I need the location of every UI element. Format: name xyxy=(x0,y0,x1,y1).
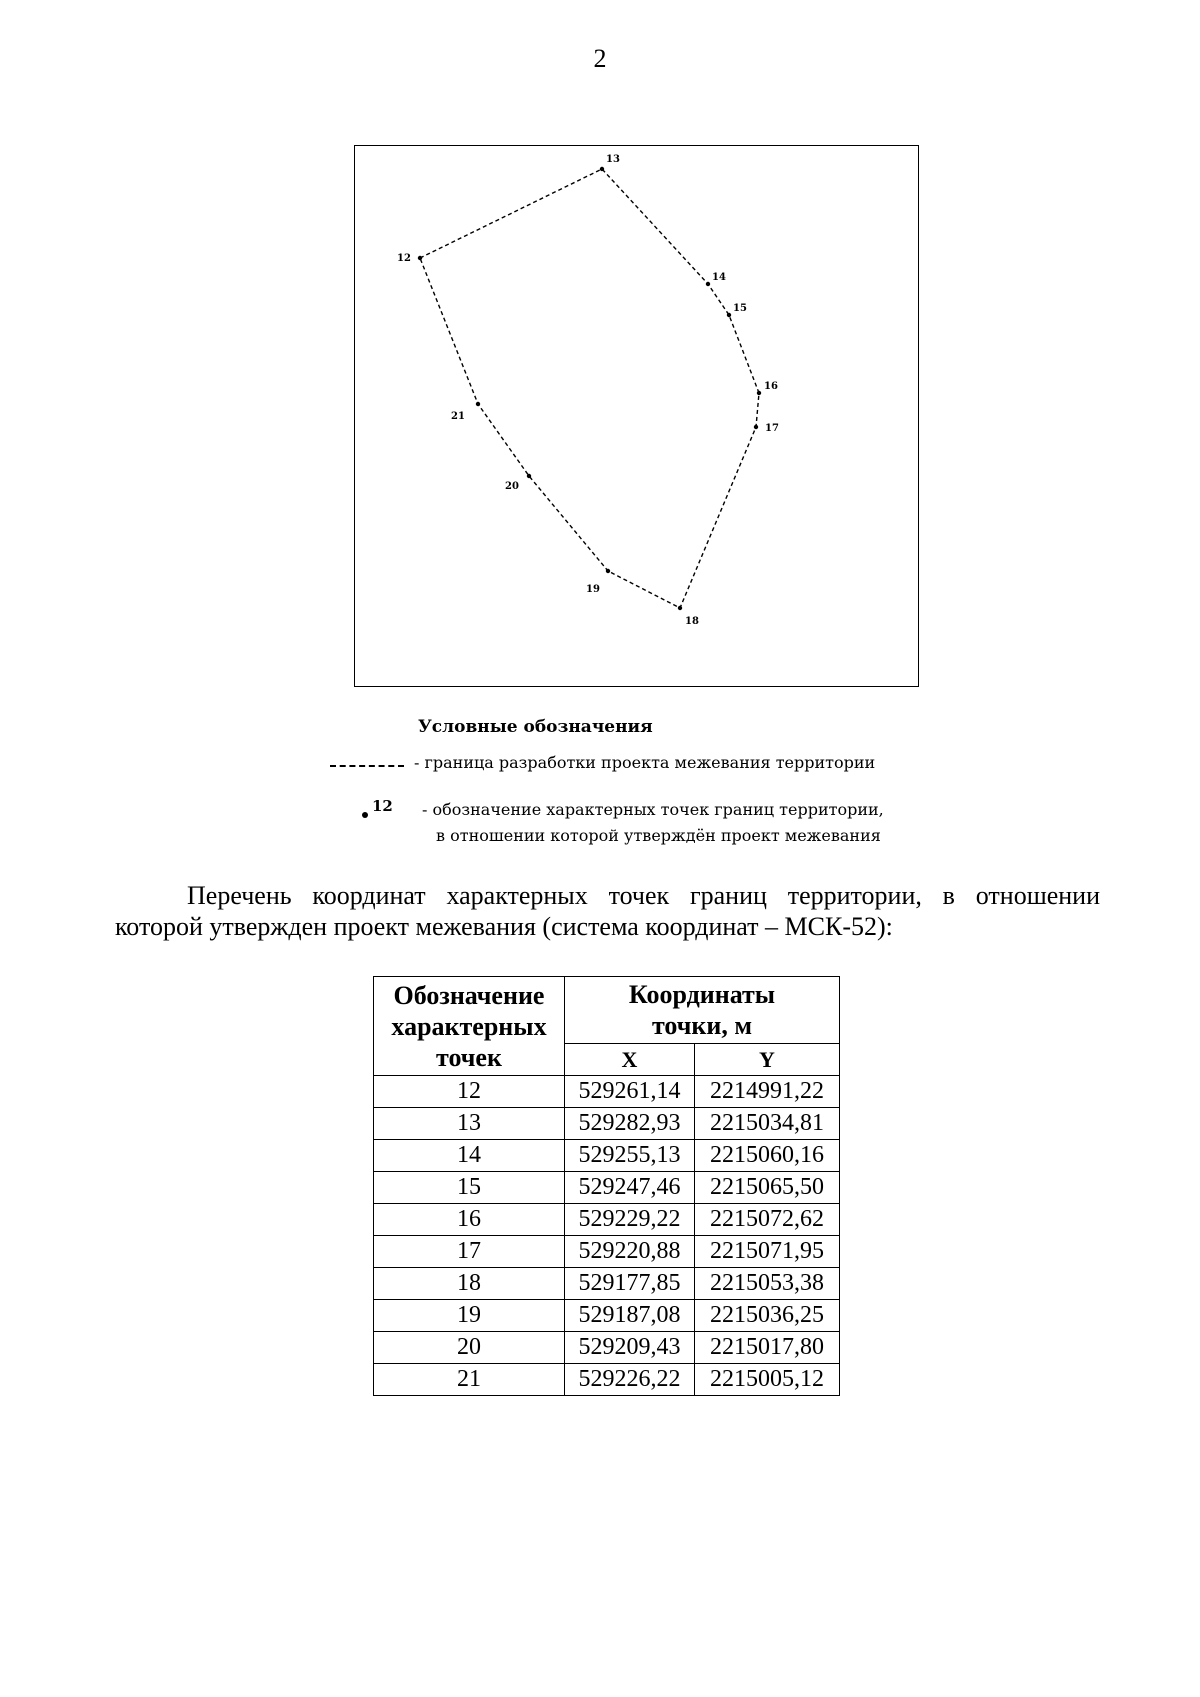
boundary-point-18 xyxy=(678,606,682,610)
cell-y: 2215053,38 xyxy=(695,1268,840,1300)
header-x: X xyxy=(565,1044,695,1076)
cell-point: 13 xyxy=(374,1108,565,1140)
cell-point: 17 xyxy=(374,1236,565,1268)
cell-x: 529187,08 xyxy=(565,1300,695,1332)
cell-x: 529220,88 xyxy=(565,1236,695,1268)
cell-y: 2215034,81 xyxy=(695,1108,840,1140)
table-row xyxy=(374,1140,840,1172)
cell-y: 2215060,16 xyxy=(695,1140,840,1172)
coordinates-intro-paragraph xyxy=(115,880,1100,942)
header-point-designation: Обозначение характерных точек xyxy=(374,977,565,1076)
cell-x: 529261,14 xyxy=(565,1076,695,1108)
boundary-point-label: 12 xyxy=(397,253,411,264)
cell-x: 529209,43 xyxy=(565,1332,695,1364)
table-row xyxy=(374,1364,840,1396)
paragraph-line-2: которой утвержден проект межевания (система координат – МСК-52): xyxy=(115,912,893,941)
cell-y: 2215005,12 xyxy=(695,1364,840,1396)
boundary-point-label: 14 xyxy=(712,272,726,283)
boundary-map-svg xyxy=(355,146,917,685)
cell-y: 2215065,50 xyxy=(695,1172,840,1204)
cell-x: 529282,93 xyxy=(565,1108,695,1140)
cell-point: 20 xyxy=(374,1332,565,1364)
boundary-point-label: 21 xyxy=(451,411,465,422)
table-row xyxy=(374,1076,840,1108)
cell-y: 2215072,62 xyxy=(695,1204,840,1236)
legend-dashed-line-symbol xyxy=(330,765,404,767)
boundary-point-12 xyxy=(418,256,422,260)
boundary-point-16 xyxy=(757,391,761,395)
cell-point: 15 xyxy=(374,1172,565,1204)
legend-point-entry xyxy=(330,797,970,857)
cell-x: 529255,13 xyxy=(565,1140,695,1172)
legend-point-text-line-1: - обозначение характерных точек границ территории, xyxy=(422,800,884,819)
coordinates-table xyxy=(373,976,840,1396)
boundary-point-label: 16 xyxy=(764,381,778,392)
cell-y: 2215017,80 xyxy=(695,1332,840,1364)
legend-point-dot-icon xyxy=(362,812,368,818)
boundary-point-17 xyxy=(754,425,758,429)
legend-point-number: 12 xyxy=(372,797,393,815)
boundary-point-label: 20 xyxy=(505,481,519,492)
table-row xyxy=(374,1172,840,1204)
legend-title: Условные обозначения xyxy=(418,717,653,737)
boundary-point-label: 17 xyxy=(765,423,779,434)
territory-boundary-line xyxy=(420,169,759,608)
boundary-point-13 xyxy=(600,167,604,171)
paragraph-line-1: Перечень координат характерных точек границ территории, в отношении xyxy=(187,881,1100,910)
cell-x: 529229,22 xyxy=(565,1204,695,1236)
header-y: Y xyxy=(695,1044,840,1076)
cell-y: 2214991,22 xyxy=(695,1076,840,1108)
cell-y: 2215071,95 xyxy=(695,1236,840,1268)
table-row xyxy=(374,1236,840,1268)
boundary-point-21 xyxy=(476,402,480,406)
boundary-point-label: 19 xyxy=(586,584,600,595)
boundary-point-19 xyxy=(606,569,610,573)
boundary-map xyxy=(354,145,919,687)
cell-x: 529247,46 xyxy=(565,1172,695,1204)
table-row xyxy=(374,1108,840,1140)
legend-boundary-text: - граница разработки проекта межевания территории xyxy=(414,753,876,772)
table-row xyxy=(374,1300,840,1332)
cell-point: 14 xyxy=(374,1140,565,1172)
boundary-point-20 xyxy=(527,474,531,478)
boundary-point-label: 15 xyxy=(733,303,747,314)
table-row xyxy=(374,1268,840,1300)
boundary-point-label: 13 xyxy=(606,154,620,165)
cell-point: 16 xyxy=(374,1204,565,1236)
legend-point-text-line-2: в отношении которой утверждён проект межевания xyxy=(436,826,881,845)
page-number: 2 xyxy=(593,44,607,73)
table-row xyxy=(374,1332,840,1364)
cell-point: 19 xyxy=(374,1300,565,1332)
boundary-point-15 xyxy=(727,313,731,317)
cell-point: 12 xyxy=(374,1076,565,1108)
cell-point: 18 xyxy=(374,1268,565,1300)
cell-y: 2215036,25 xyxy=(695,1300,840,1332)
cell-point: 21 xyxy=(374,1364,565,1396)
cell-x: 529226,22 xyxy=(565,1364,695,1396)
table-row xyxy=(374,1204,840,1236)
header-coordinates: Координаты точки, м xyxy=(565,977,840,1044)
boundary-point-label: 18 xyxy=(685,616,699,627)
legend-point-text xyxy=(422,797,884,849)
legend-boundary-entry xyxy=(330,753,970,777)
boundary-point-14 xyxy=(706,282,710,286)
cell-x: 529177,85 xyxy=(565,1268,695,1300)
